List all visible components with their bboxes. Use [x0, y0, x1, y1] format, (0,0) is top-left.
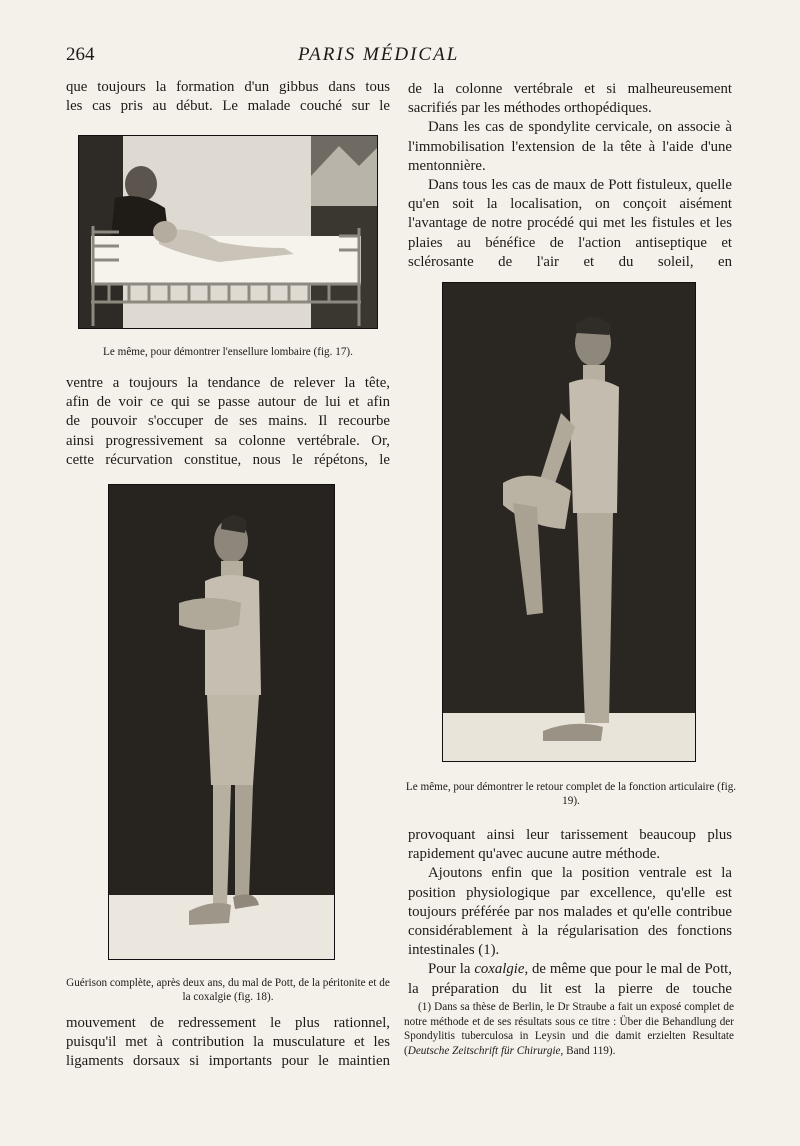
page-number: 264	[66, 44, 95, 65]
boy-raising-knee-illustration	[443, 283, 695, 761]
text-line: cette récurvation constitue, nous le répétons, le	[66, 451, 390, 468]
text-line: ventre a toujours la tendance de relever la tête,	[66, 375, 390, 391]
figure-18-photo	[108, 484, 335, 960]
italic-term: coxalgie	[474, 961, 525, 978]
hospital-bed-illustration	[79, 136, 377, 328]
footnote-text	[404, 1000, 734, 1058]
italic-term: Deutsche Zeitschrift für Chirurgie	[407, 1044, 561, 1057]
figure-19-photo	[442, 282, 696, 762]
paragraph: Dans les cas de spondylite cervicale, on associe à l'immobilisation l'extension de la tête à l'aide d'une mentonnière.	[408, 119, 732, 174]
paragraph: provoquant ainsi leur tarissement beaucoup plus rapidement qu'avec aucune autre méthode.	[408, 827, 732, 863]
paragraph	[408, 960, 732, 998]
figure-17-photo	[78, 135, 378, 329]
text-line: que toujours la formation d'un gibbus dans tous	[66, 79, 390, 95]
running-title: PARIS MÉDICAL	[298, 44, 460, 65]
text-line: afin de voir ce qui se passe autour de lui et afin	[66, 394, 390, 411]
figure-17-caption: Le même, pour démontrer l'ensellure lombaire (fig. 17).	[103, 346, 353, 358]
left-bottom-text	[66, 1014, 390, 1072]
paragraph: Ajoutons enfin que la position ventrale est la position physiologique par excellence, qu'elle est toujours préférée par nos malades et qu'elle contribue considérablement à la régularisation des fonctions intestinales (1).	[408, 865, 732, 959]
text-span: Pour la	[428, 961, 475, 978]
figure-19-caption: Le même, pour démontrer le retour complet de la fonction articulaire (fig. 19).	[405, 781, 737, 807]
figure-18-caption: Guérison complète, après deux ans, du mal de Pott, de la péritonite et de la coxalgie (fig. 18).	[66, 977, 390, 1003]
right-bottom-text	[408, 826, 732, 999]
right-top-text	[408, 80, 732, 272]
text-span: (1) Dans sa thèse de Berlin, le Dr Straube a fait un exposé complet de notre méthode et de ses résultats sous ce titre : Über die Behandlung der Spondylitis tuberculosa in Leysin und die damit erzielten Resultate (	[404, 1001, 734, 1057]
left-middle-text	[66, 374, 390, 470]
text-line: puisqu'il met à contribution la musculature et les	[66, 1034, 390, 1051]
paragraph: Dans tous les cas de maux de Pott fistuleux, quelle qu'en soit la localisation, on conçoit aisément l'avantage de notre procédé qui met les fistules et les plaies au bénéfice de l'action antiseptique et sclérosante de l'air et du soleil, en	[408, 177, 732, 270]
text-line: de pouvoir s'occuper de ses mains. Il recourbe	[66, 413, 390, 430]
text-line: les cas pris au début. Le malade couché sur le	[66, 98, 390, 115]
text-line: ligaments dorsaux si importants pour le maintien	[66, 1053, 390, 1070]
standing-boy-illustration	[109, 485, 334, 959]
left-top-text	[66, 78, 390, 116]
text-span: , de même que pour le mal de Pott, la préparation du lit est la pierre de touche	[408, 961, 732, 997]
footnote	[404, 1000, 734, 1058]
text-line: ainsi progressivement sa colonne vertébrale. Or,	[66, 432, 390, 449]
text-span: , Band 119).	[560, 1044, 616, 1057]
paragraph: de la colonne vertébrale et si malheureusement sacrifiés par les méthodes orthopédiques.	[408, 81, 732, 117]
text-line: mouvement de redressement le plus rationnel,	[66, 1015, 390, 1031]
